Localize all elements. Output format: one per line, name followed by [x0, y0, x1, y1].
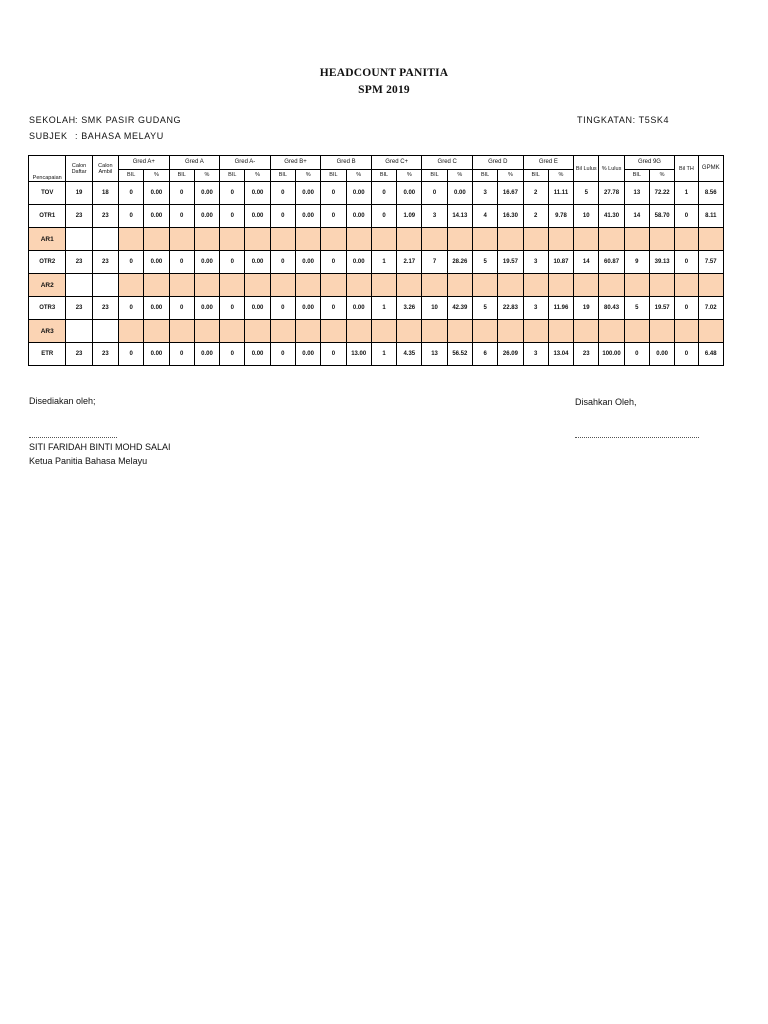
table-cell: 0.00: [194, 297, 219, 320]
empty-cell: [119, 320, 144, 343]
table-cell: 14.13: [447, 205, 472, 228]
empty-cell: [599, 228, 624, 251]
table-cell: 23: [66, 343, 92, 366]
table-cell: 1: [371, 343, 396, 366]
table-cell: 14: [624, 205, 649, 228]
table-cell: 0.00: [194, 182, 219, 205]
empty-cell: [371, 228, 396, 251]
empty-cell: [397, 228, 422, 251]
table-cell: 8.56: [698, 182, 723, 205]
subheader-pct: %: [649, 170, 674, 182]
empty-cell: [523, 320, 548, 343]
table-row: [29, 228, 724, 251]
table-cell: 0.00: [346, 251, 371, 274]
sekolah-line: [29, 115, 181, 125]
subheader-bil: BIL: [321, 170, 346, 182]
empty-cell: [346, 228, 371, 251]
table-cell: 0.00: [346, 205, 371, 228]
table-cell: 0: [675, 343, 698, 366]
table-cell: 0: [270, 182, 295, 205]
signatory-position: Ketua Panitia Bahasa Melayu: [29, 456, 148, 466]
table-cell: 7.02: [698, 297, 723, 320]
empty-cell: [220, 274, 245, 297]
table-cell: 0: [675, 297, 698, 320]
empty-cell: [498, 228, 523, 251]
header-calon-ambil: Calon Ambil: [92, 156, 118, 182]
empty-cell: [144, 274, 169, 297]
table-cell: 0.00: [397, 182, 422, 205]
table-cell: 0: [371, 205, 396, 228]
empty-cell: [472, 228, 497, 251]
header-gpmk: GPMK: [698, 156, 723, 182]
empty-cell: [92, 228, 118, 251]
table-cell: 3.26: [397, 297, 422, 320]
table-cell: 23: [92, 297, 118, 320]
table-cell: 11.96: [548, 297, 573, 320]
subheader-bil: BIL: [119, 170, 144, 182]
table-cell: 42.39: [447, 297, 472, 320]
empty-cell: [119, 274, 144, 297]
header-gred-a-minus: Gred A-: [220, 156, 271, 170]
table-cell: 23: [92, 205, 118, 228]
table-cell: 0: [169, 297, 194, 320]
empty-cell: [574, 274, 599, 297]
subheader-bil: BIL: [624, 170, 649, 182]
table-cell: 5: [574, 182, 599, 205]
table-cell: 11.11: [548, 182, 573, 205]
table-cell: 1.09: [397, 205, 422, 228]
empty-cell: [245, 320, 270, 343]
table-cell: 26.09: [498, 343, 523, 366]
empty-cell: [270, 274, 295, 297]
subjek-line: [29, 131, 164, 141]
empty-cell: [397, 274, 422, 297]
table-row: [29, 320, 724, 343]
empty-cell: [397, 320, 422, 343]
row-label: AR1: [29, 228, 66, 251]
table-cell: 27.78: [599, 182, 624, 205]
table-cell: 7.57: [698, 251, 723, 274]
empty-cell: [92, 320, 118, 343]
approved-by-label: Disahkan Oleh,: [575, 397, 637, 407]
empty-cell: [698, 228, 723, 251]
table-cell: 5: [472, 297, 497, 320]
empty-cell: [472, 320, 497, 343]
table-cell: 10: [422, 297, 447, 320]
table-cell: 2: [523, 205, 548, 228]
table-cell: 7: [422, 251, 447, 274]
empty-cell: [447, 274, 472, 297]
table-cell: 6: [472, 343, 497, 366]
empty-cell: [194, 228, 219, 251]
table-cell: 0: [169, 205, 194, 228]
table-cell: 0: [321, 182, 346, 205]
page-title: HEADCOUNT PANITIA: [319, 67, 449, 79]
table-cell: 39.13: [649, 251, 674, 274]
table-cell: 13.00: [346, 343, 371, 366]
empty-cell: [698, 274, 723, 297]
empty-cell: [371, 274, 396, 297]
subheader-pct: %: [548, 170, 573, 182]
table-cell: 10: [574, 205, 599, 228]
empty-cell: [548, 274, 573, 297]
table-cell: 60.87: [599, 251, 624, 274]
table-cell: 0.00: [194, 205, 219, 228]
header-bil-th: Bil TH: [675, 156, 698, 182]
header-gred-a: Gred A: [169, 156, 220, 170]
table-cell: 0: [220, 205, 245, 228]
table-cell: 0: [675, 205, 698, 228]
empty-cell: [498, 274, 523, 297]
table-cell: 8.11: [698, 205, 723, 228]
empty-cell: [422, 320, 447, 343]
signature-line-approved: [575, 437, 699, 438]
empty-cell: [574, 228, 599, 251]
empty-cell: [295, 274, 320, 297]
empty-cell: [422, 274, 447, 297]
prepared-by-label: Disediakan oleh;: [29, 396, 96, 406]
header-pencapaian: Pencapaian: [29, 156, 66, 182]
table-cell: 9: [624, 251, 649, 274]
table-cell: 23: [92, 343, 118, 366]
row-label: AR3: [29, 320, 66, 343]
table-cell: 0: [220, 343, 245, 366]
table-cell: 28.26: [447, 251, 472, 274]
empty-cell: [321, 228, 346, 251]
table-cell: 5: [472, 251, 497, 274]
table-cell: 0: [321, 297, 346, 320]
row-label: OTR2: [29, 251, 66, 274]
empty-cell: [169, 274, 194, 297]
empty-cell: [624, 320, 649, 343]
table-row: [29, 251, 724, 274]
subheader-pct: %: [144, 170, 169, 182]
headcount-table: [28, 155, 724, 366]
subheader-pct: %: [397, 170, 422, 182]
table-cell: 0.00: [144, 205, 169, 228]
empty-cell: [295, 320, 320, 343]
empty-cell: [194, 274, 219, 297]
header-pct-lulus: % Lulus: [599, 156, 624, 182]
empty-cell: [321, 274, 346, 297]
table-cell: 22.83: [498, 297, 523, 320]
subjek-label: SUBJEK: [29, 131, 68, 141]
empty-cell: [574, 320, 599, 343]
subheader-pct: %: [245, 170, 270, 182]
tingkatan-line: [577, 115, 669, 125]
table-cell: 72.22: [649, 182, 674, 205]
table-cell: 19: [66, 182, 92, 205]
subheader-pct: %: [295, 170, 320, 182]
header-gred-a-plus: Gred A+: [119, 156, 170, 170]
empty-cell: [346, 320, 371, 343]
table-cell: 23: [92, 251, 118, 274]
table-cell: 0: [220, 251, 245, 274]
table-cell: 58.70: [649, 205, 674, 228]
table-cell: 0.00: [245, 205, 270, 228]
table-cell: 13: [624, 182, 649, 205]
signature-line-prepared: [29, 437, 117, 438]
table-cell: 16.67: [498, 182, 523, 205]
table-cell: 0.00: [194, 251, 219, 274]
table-cell: 23: [66, 251, 92, 274]
header-gred-e: Gred E: [523, 156, 574, 170]
table-cell: 80.43: [599, 297, 624, 320]
table-row: [29, 297, 724, 320]
table-cell: 0.00: [245, 297, 270, 320]
table-cell: 6.48: [698, 343, 723, 366]
table-cell: 18: [92, 182, 118, 205]
empty-cell: [270, 320, 295, 343]
table-cell: 0: [321, 251, 346, 274]
table-cell: 0: [220, 297, 245, 320]
empty-cell: [624, 228, 649, 251]
table-cell: 0: [119, 205, 144, 228]
subheader-pct: %: [346, 170, 371, 182]
empty-cell: [675, 274, 698, 297]
empty-cell: [245, 274, 270, 297]
table-cell: 19: [574, 297, 599, 320]
empty-cell: [220, 228, 245, 251]
empty-cell: [169, 320, 194, 343]
table-cell: 13: [422, 343, 447, 366]
empty-cell: [346, 274, 371, 297]
table-cell: 0: [422, 182, 447, 205]
row-label: AR2: [29, 274, 66, 297]
empty-cell: [675, 228, 698, 251]
table-cell: 0: [169, 343, 194, 366]
table-row: [29, 343, 724, 366]
table-cell: 0: [119, 297, 144, 320]
table-cell: 0.00: [144, 182, 169, 205]
table-cell: 0: [321, 205, 346, 228]
table-cell: 23: [66, 205, 92, 228]
header-calon-daftar: Calon Daftar: [66, 156, 92, 182]
header-bil-lulus: Bil Lulus: [574, 156, 599, 182]
subheader-bil: BIL: [169, 170, 194, 182]
empty-cell: [649, 228, 674, 251]
table-cell: 41.30: [599, 205, 624, 228]
table-cell: 3: [523, 251, 548, 274]
header-gred-b-plus: Gred B+: [270, 156, 321, 170]
table-row: [29, 182, 724, 205]
table-cell: 0.00: [295, 182, 320, 205]
empty-cell: [472, 274, 497, 297]
empty-cell: [295, 228, 320, 251]
page-subtitle: SPM 2019: [358, 84, 410, 96]
signatory-name: SITI FARIDAH BINTI MOHD SALAI: [29, 442, 171, 452]
table-cell: 0.00: [245, 251, 270, 274]
table-cell: 4: [472, 205, 497, 228]
table-cell: 13.04: [548, 343, 573, 366]
header-gred-9g: Gred 9G: [624, 156, 675, 170]
table-cell: 10.87: [548, 251, 573, 274]
table-cell: 0.00: [447, 182, 472, 205]
table-cell: 0: [119, 343, 144, 366]
empty-cell: [144, 228, 169, 251]
table-cell: 0: [169, 251, 194, 274]
table-cell: 3: [422, 205, 447, 228]
table-cell: 0.00: [245, 343, 270, 366]
header-gred-b: Gred B: [321, 156, 372, 170]
empty-cell: [523, 228, 548, 251]
empty-cell: [599, 320, 624, 343]
table-cell: 19.57: [649, 297, 674, 320]
subheader-bil: BIL: [523, 170, 548, 182]
table-cell: 56.52: [447, 343, 472, 366]
subheader-bil: BIL: [371, 170, 396, 182]
table-cell: 0: [119, 182, 144, 205]
empty-cell: [548, 228, 573, 251]
table-cell: 0.00: [295, 251, 320, 274]
table-cell: 0.00: [194, 343, 219, 366]
table-cell: 0.00: [295, 205, 320, 228]
table-cell: 0: [675, 251, 698, 274]
subheader-bil: BIL: [422, 170, 447, 182]
empty-cell: [66, 320, 92, 343]
sekolah-label: SEKOLAH: [29, 115, 76, 125]
empty-cell: [220, 320, 245, 343]
table-cell: 1: [675, 182, 698, 205]
table-cell: 1: [371, 297, 396, 320]
table-cell: 0.00: [144, 297, 169, 320]
empty-cell: [548, 320, 573, 343]
empty-cell: [169, 228, 194, 251]
table-cell: 100.00: [599, 343, 624, 366]
empty-cell: [624, 274, 649, 297]
table-cell: 0.00: [649, 343, 674, 366]
table-cell: 0: [624, 343, 649, 366]
empty-cell: [422, 228, 447, 251]
empty-cell: [66, 274, 92, 297]
table-cell: 14: [574, 251, 599, 274]
table-cell: 2: [523, 182, 548, 205]
empty-cell: [675, 320, 698, 343]
table-cell: 3: [472, 182, 497, 205]
table-cell: 0.00: [144, 343, 169, 366]
table-cell: 3: [523, 297, 548, 320]
table-row: [29, 205, 724, 228]
subheader-bil: BIL: [270, 170, 295, 182]
table-cell: 0.00: [295, 297, 320, 320]
table-cell: 0: [270, 205, 295, 228]
table-cell: 9.78: [548, 205, 573, 228]
empty-cell: [270, 228, 295, 251]
empty-cell: [371, 320, 396, 343]
table-cell: 23: [574, 343, 599, 366]
empty-cell: [649, 320, 674, 343]
table-cell: 4.35: [397, 343, 422, 366]
subjek-value: : BAHASA MELAYU: [75, 131, 164, 141]
tingkatan-label: TINGKATAN:: [577, 115, 636, 125]
table-cell: 0: [270, 343, 295, 366]
tingkatan-value: T5SK4: [638, 115, 670, 125]
table-cell: 0.00: [245, 182, 270, 205]
table-cell: 0: [270, 297, 295, 320]
table-cell: 5: [624, 297, 649, 320]
empty-cell: [599, 274, 624, 297]
subheader-bil: BIL: [220, 170, 245, 182]
header-gred-c-plus: Gred C+: [371, 156, 422, 170]
row-label: ETR: [29, 343, 66, 366]
subheader-pct: %: [498, 170, 523, 182]
table-cell: 0: [169, 182, 194, 205]
table-cell: 2.17: [397, 251, 422, 274]
empty-cell: [321, 320, 346, 343]
empty-cell: [698, 320, 723, 343]
empty-cell: [523, 274, 548, 297]
empty-cell: [447, 320, 472, 343]
subheader-pct: %: [194, 170, 219, 182]
empty-cell: [194, 320, 219, 343]
table-cell: 1: [371, 251, 396, 274]
empty-cell: [119, 228, 144, 251]
table-cell: 0.00: [295, 343, 320, 366]
header-gred-d: Gred D: [472, 156, 523, 170]
row-label: OTR3: [29, 297, 66, 320]
row-label: TOV: [29, 182, 66, 205]
row-label: OTR1: [29, 205, 66, 228]
empty-cell: [649, 274, 674, 297]
empty-cell: [66, 228, 92, 251]
table-cell: 3: [523, 343, 548, 366]
subheader-pct: %: [447, 170, 472, 182]
empty-cell: [447, 228, 472, 251]
table-cell: 0.00: [346, 297, 371, 320]
table-cell: 0: [321, 343, 346, 366]
sekolah-value: : SMK PASIR GUDANG: [75, 115, 182, 125]
table-cell: 0: [220, 182, 245, 205]
empty-cell: [144, 320, 169, 343]
table-cell: 0: [119, 251, 144, 274]
subheader-bil: BIL: [472, 170, 497, 182]
table-row: [29, 274, 724, 297]
header-gred-c: Gred C: [422, 156, 473, 170]
empty-cell: [92, 274, 118, 297]
table-cell: 19.57: [498, 251, 523, 274]
empty-cell: [245, 228, 270, 251]
table-cell: 0.00: [144, 251, 169, 274]
table-cell: 23: [66, 297, 92, 320]
empty-cell: [498, 320, 523, 343]
table-cell: 0.00: [346, 182, 371, 205]
table-cell: 0: [371, 182, 396, 205]
table-cell: 16.30: [498, 205, 523, 228]
table-cell: 0: [270, 251, 295, 274]
